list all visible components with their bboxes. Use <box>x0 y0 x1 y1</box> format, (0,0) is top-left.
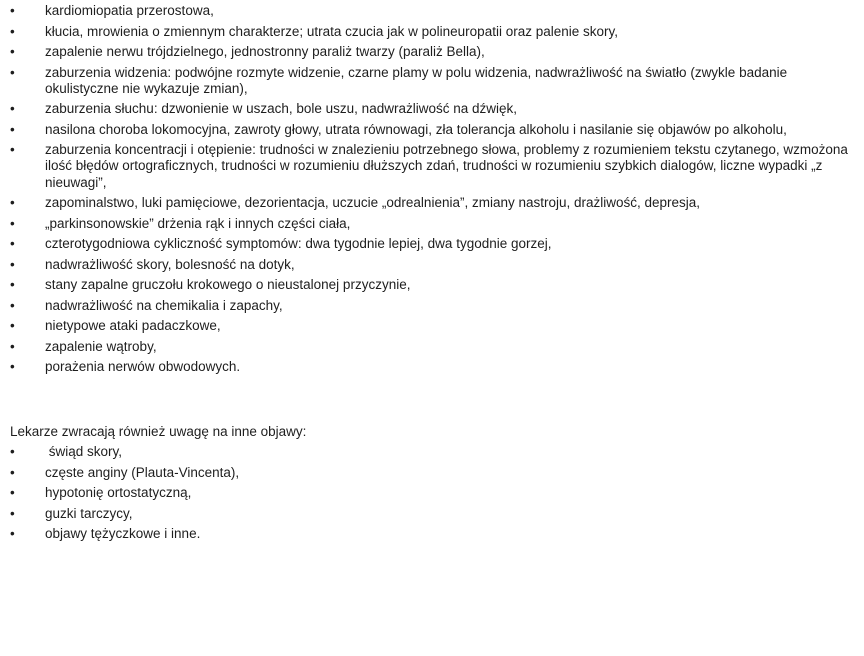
other-symptoms-list <box>0 444 852 547</box>
list-item-text: porażenia nerwów obwodowych. <box>45 359 241 375</box>
list-item <box>0 44 852 60</box>
list-item-text: czterotygodniowa cykliczność symptomów: dwa tygodnie lepiej, dwa tygodnie gorzej, <box>45 236 552 252</box>
list-item <box>0 339 852 355</box>
other-symptoms-intro: Lekarze zwracają również uwagę na inne objawy: <box>10 424 307 439</box>
bullet-icon: • <box>10 195 15 211</box>
bullet-icon: • <box>10 23 15 39</box>
bullet-icon: • <box>10 142 15 158</box>
list-item-text: nasilona choroba lokomocyjna, zawroty głowy, utrata równowagi, zła tolerancja alkoholu i nasilanie się objawów po alkoholu, <box>45 121 787 137</box>
bullet-icon: • <box>10 359 15 375</box>
list-item <box>0 236 852 252</box>
bullet-icon: • <box>10 526 15 541</box>
bullet-icon: • <box>10 3 15 18</box>
list-item <box>0 444 852 460</box>
bullet-icon: • <box>10 277 15 293</box>
list-item <box>0 65 852 97</box>
list-item <box>0 298 852 314</box>
list-item-text: hypotonię ortostatyczną, <box>45 485 192 500</box>
bullet-icon: • <box>10 485 15 500</box>
list-item-text: świąd skory, <box>45 444 123 459</box>
bullet-icon: • <box>10 444 15 459</box>
list-item <box>0 195 852 211</box>
bullet-icon: • <box>10 44 15 59</box>
bullet-icon: • <box>10 236 15 252</box>
list-item <box>0 122 852 138</box>
list-item <box>0 359 852 375</box>
list-item <box>0 257 852 273</box>
bullet-icon: • <box>10 121 15 137</box>
list-item <box>0 216 852 232</box>
bullet-icon: • <box>10 215 15 231</box>
bullet-icon: • <box>10 505 15 521</box>
list-item-text: zapominalstwo, luki pamięciowe, dezorientacja, uczucie „odrealnienia”, zmiany nastroju, drażliwość, depresja, <box>45 195 701 211</box>
bullet-icon: • <box>10 64 15 80</box>
list-item <box>0 3 852 19</box>
symptoms-list <box>0 3 852 380</box>
list-item-text: częste anginy (Plauta-Vincenta), <box>45 464 240 480</box>
list-item <box>0 101 852 117</box>
bullet-icon: • <box>10 297 15 313</box>
list-item <box>0 24 852 40</box>
list-item-text: nadwrażliwość na chemikalia i zapachy, <box>45 297 283 313</box>
list-item-text: kłucia, mrowienia o zmiennym charakterze; utrata czucia jak w polineuropatii oraz palenie skory, <box>45 23 619 39</box>
list-item <box>0 318 852 334</box>
list-item-text: zaburzenia widzenia: podwójne rozmyte widzenie, czarne plamy w polu widzenia, nadwrażliwość na światło (zwykle badanie okulistyczne nie wykazuje zmian), <box>45 64 791 96</box>
list-item <box>0 485 852 501</box>
list-item <box>0 142 852 191</box>
bullet-icon: • <box>10 101 15 117</box>
list-item-text: nietypowe ataki padaczkowe, <box>45 318 221 334</box>
list-item <box>0 526 852 542</box>
list-item-text: zapalenie wątroby, <box>45 338 157 354</box>
bullet-icon: • <box>10 256 15 272</box>
list-item-text: kardiomiopatia przerostowa, <box>45 3 214 18</box>
list-item-text: zapalenie nerwu trójdzielnego, jednostronny paraliż twarzy (paraliż Bella), <box>45 44 485 59</box>
list-item-text: stany zapalne gruczołu krokowego o nieustalonej przyczynie, <box>45 277 411 293</box>
list-item-text: guzki tarczycy, <box>45 505 133 521</box>
bullet-icon: • <box>10 318 15 334</box>
list-item-text: objawy tężyczkowe i inne. <box>45 526 201 541</box>
list-item-text: zaburzenia słuchu: dzwonienie w uszach, bole uszu, nadwrażliwość na dźwięk, <box>45 101 517 117</box>
bullet-icon: • <box>10 464 15 480</box>
list-item-text: „parkinsonowskie” drżenia rąk i innych części ciała, <box>45 215 351 231</box>
bullet-icon: • <box>10 338 15 354</box>
list-item-text: zaburzenia koncentracji i otępienie: trudności w znalezieniu potrzebnego słowa, problemy z rozumieniem tekstu czytanego, wzmożona ilość błędów ortograficznych, trudności w rozumieniu dłuższych zdań, trudności w rozumieniu szybkich dialogów, liczne wypadki „z nieuwagi”, <box>45 142 852 190</box>
list-item <box>0 277 852 293</box>
list-item <box>0 465 852 481</box>
list-item <box>0 506 852 522</box>
list-item-text: nadwrażliwość skory, bolesność na dotyk, <box>45 256 295 272</box>
